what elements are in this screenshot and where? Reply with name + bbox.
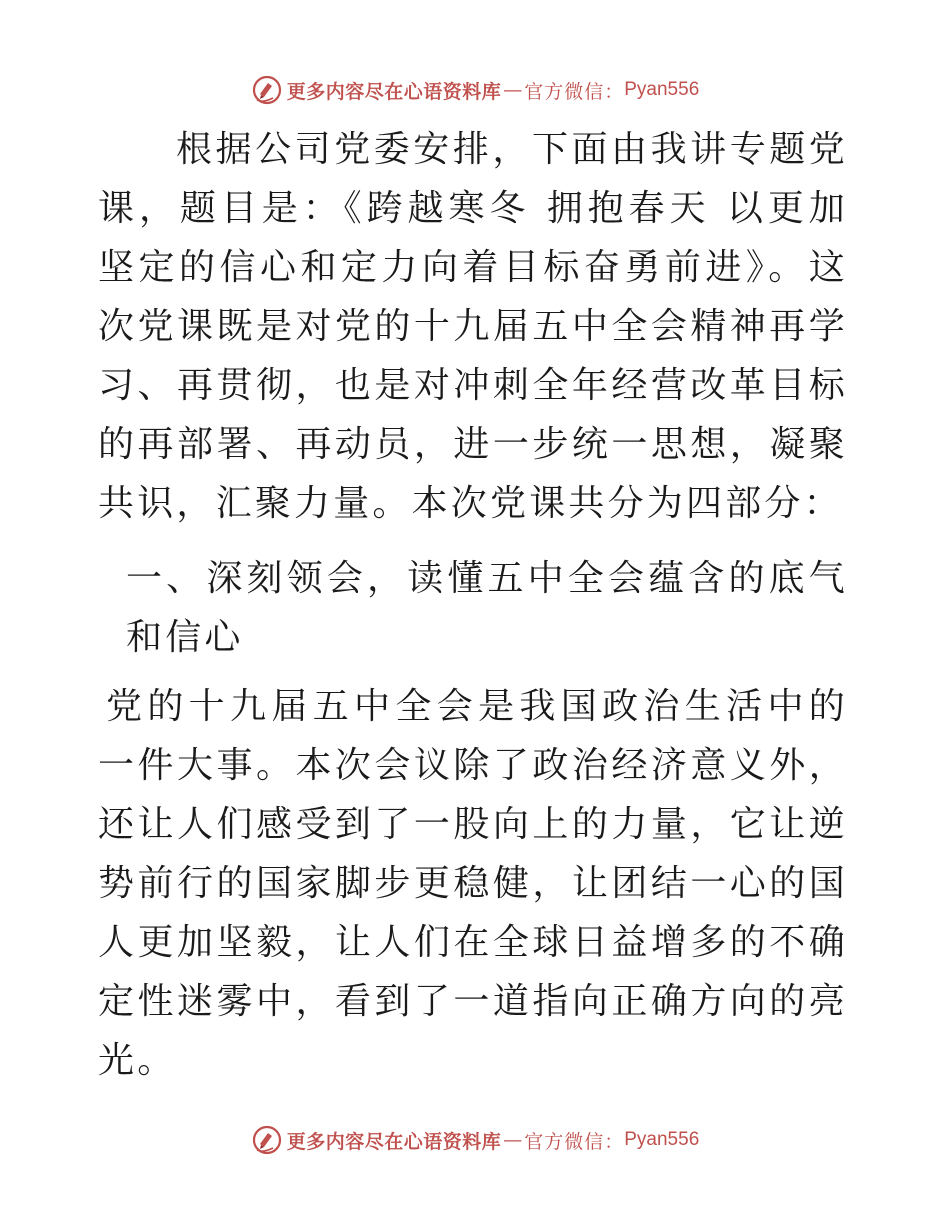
banner-site-text: 更多内容尽在心语资料库 [286,1130,502,1153]
banner-wechat-id: Pyan556 [624,79,700,100]
writing-hand-logo-icon [251,74,283,106]
body-paragraph: 党的十九届五中全会是我国政治生活中的一件大事。本次会议除了政治经济意义外，还让人们感受到了一股向上的力量，它让逆势前行的国家脚步更稳健，让团结一心的国人更加坚毅，让人们在全球日益增多的不确定性迷雾中，看到了一道指向正确方向的亮光。 [98,686,848,1081]
intro-paragraph: 根据公司党委安排，下面由我讲专题党课，题目是：《跨越寒冬 拥抱春天 以更加坚定的信心和定力向着目标奋勇前进》。这次党课既是对党的十九届五中全会精神再学习、再贯彻，也是对冲刺全年经营改革目标的再部署、再动员，进一步统一思想，凝聚共识，汇聚力量。本次党课共分为四部分： [98,129,848,524]
header-watermark-banner [0,68,950,112]
banner-dash: — [503,79,523,101]
banner-dash: — [503,1129,523,1151]
writing-hand-logo-icon [251,1124,283,1156]
banner-wechat-label: 官方微信： [524,1130,625,1153]
section-heading: 一、深刻领会，读懂五中全会蕴含的底气和信心 [126,558,848,658]
banner-site-text: 更多内容尽在心语资料库 [286,80,502,103]
document-body [98,120,848,1090]
footer-watermark-banner [0,1118,950,1162]
banner-wechat-id: Pyan556 [624,1129,700,1150]
banner-wechat-label: 官方微信： [524,80,625,103]
